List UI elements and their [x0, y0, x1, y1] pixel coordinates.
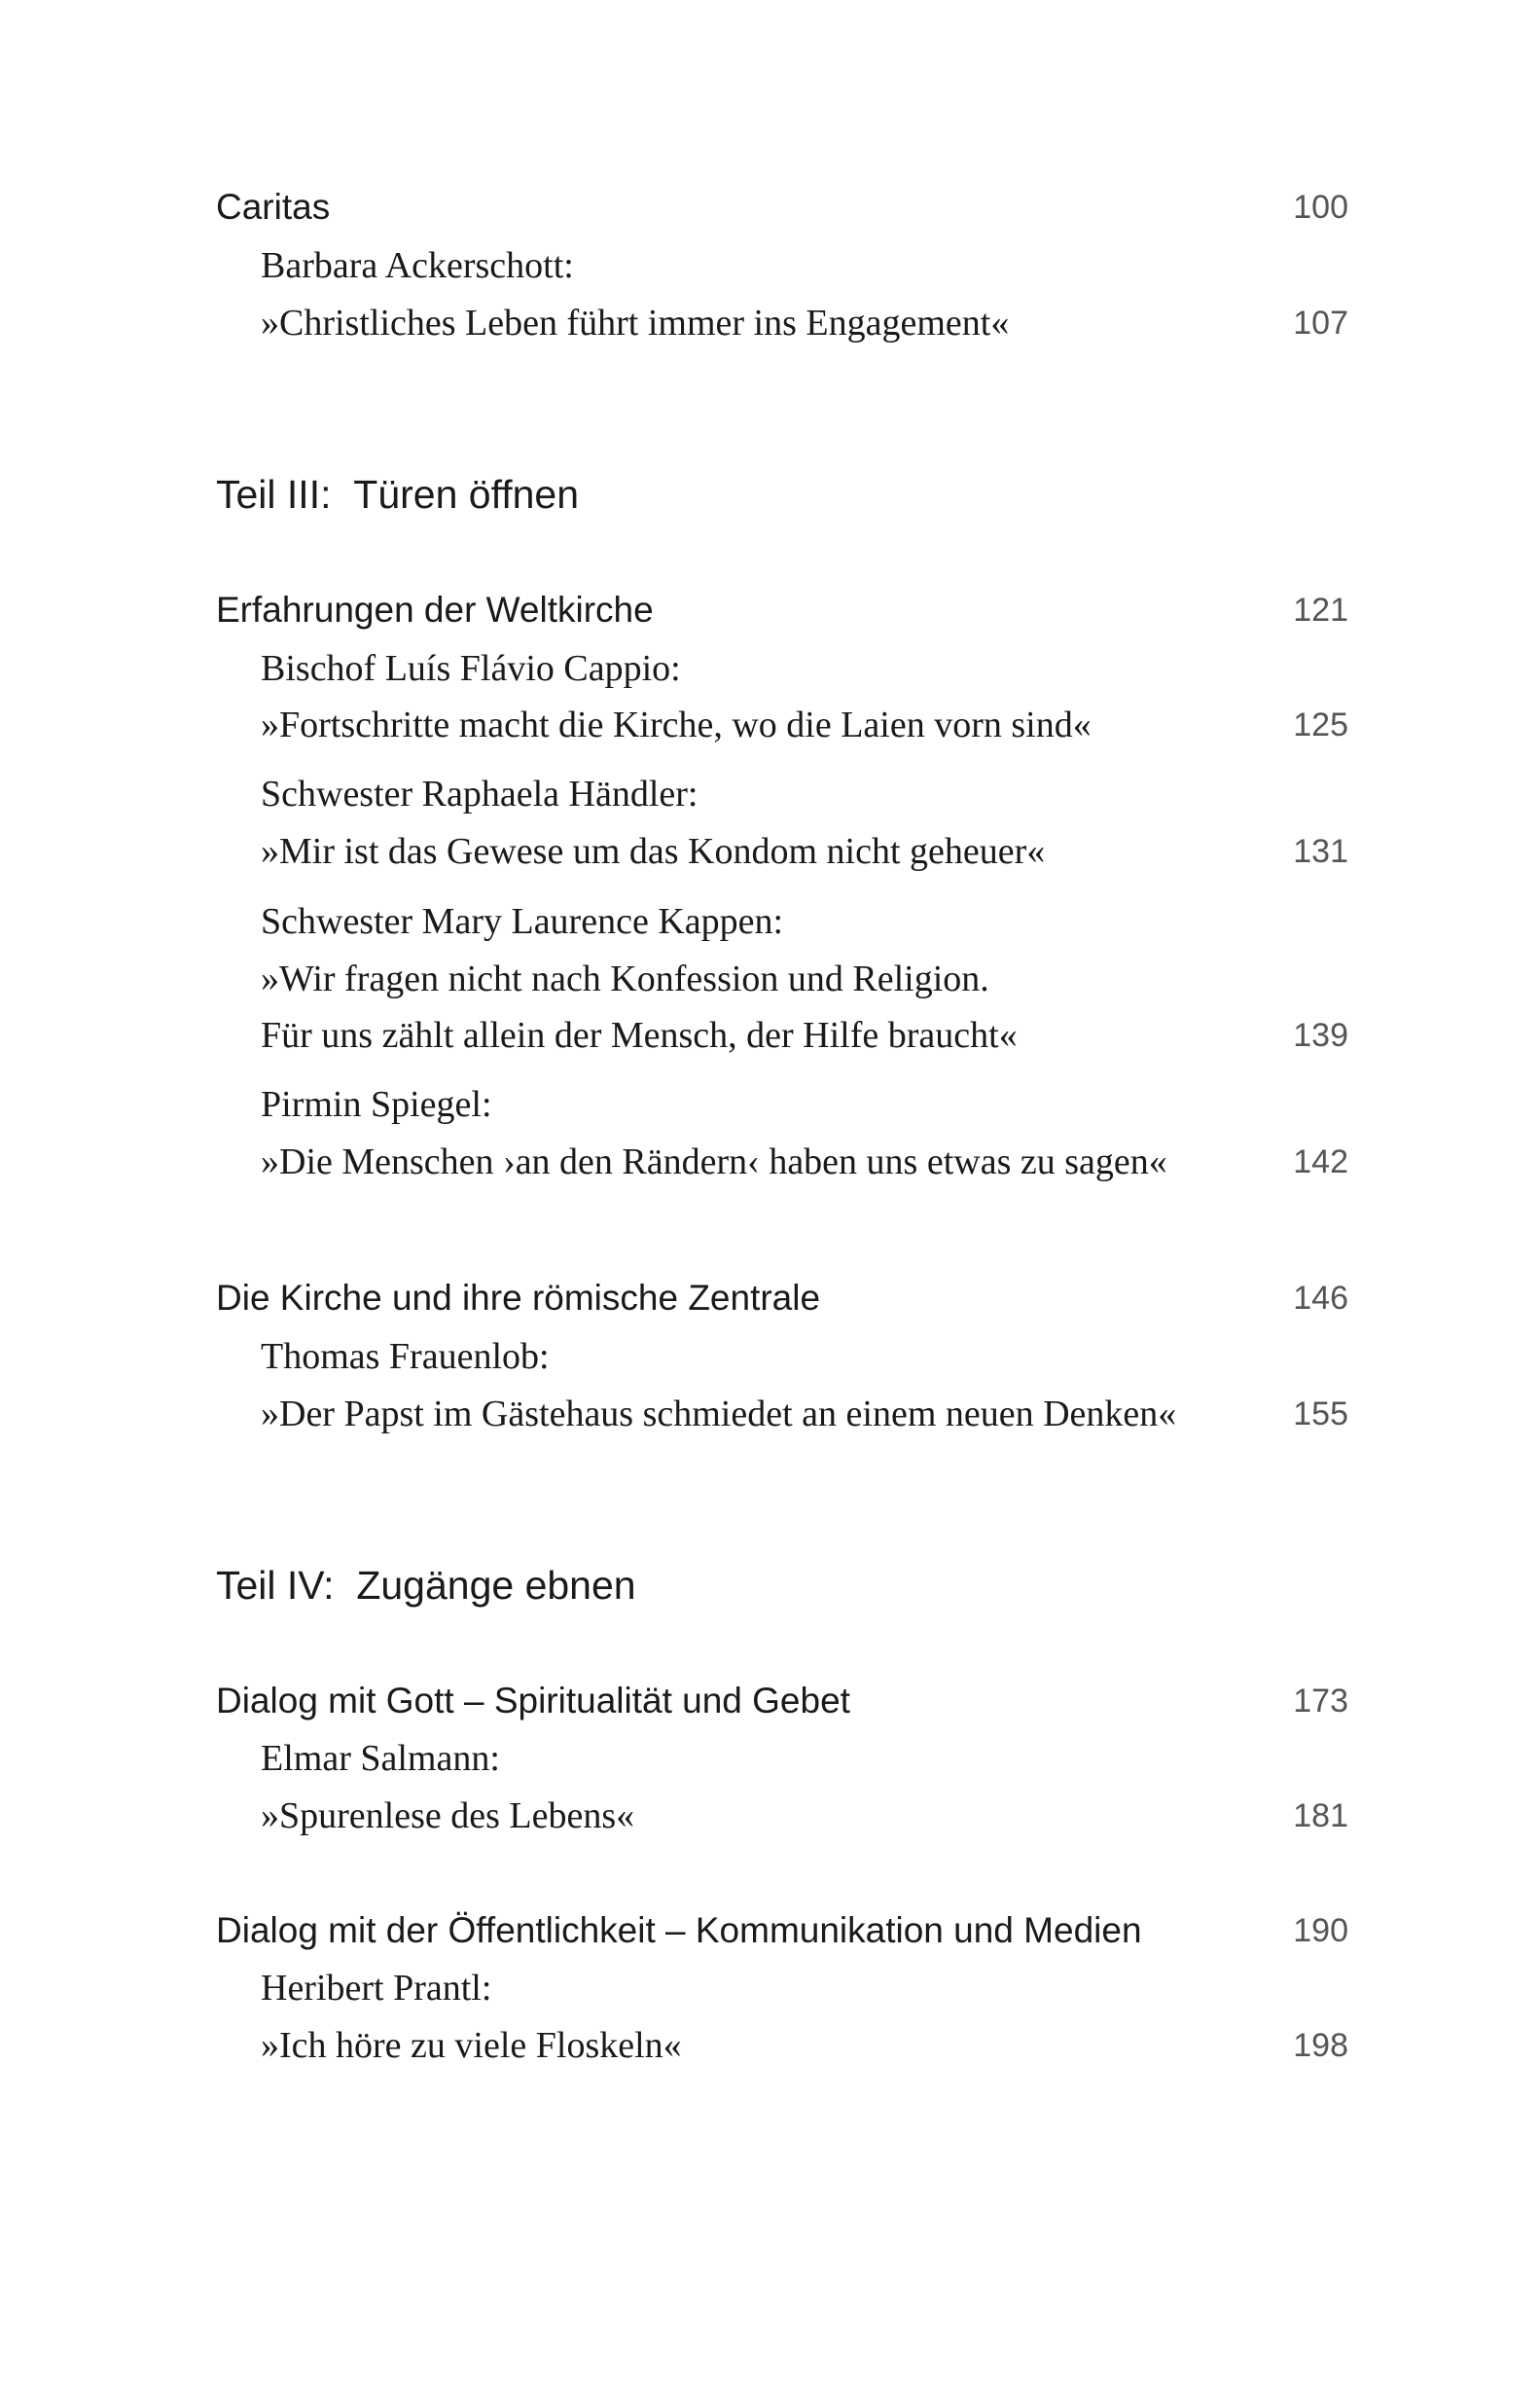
entry-quote: »Christliches Leben führt immer ins Engagement«	[261, 303, 1010, 344]
toc-entry-author	[0, 1729, 1540, 1788]
entry-quote: »Wir fragen nicht nach Konfession und Religion.	[261, 959, 989, 999]
page-number: 107	[1293, 305, 1348, 342]
entry-quote: »Spurenlese des Lebens«	[261, 1795, 635, 1836]
entry-author: Heribert Prantl:	[261, 1968, 492, 2009]
toc-entry-line	[0, 950, 1540, 1008]
part-title	[216, 1556, 636, 1614]
page-number: 198	[1293, 2027, 1348, 2064]
page-number: 155	[1293, 1395, 1348, 1432]
page-number: 142	[1293, 1143, 1348, 1180]
page-number: 100	[1293, 189, 1348, 226]
toc-section-gott[interactable]	[0, 1672, 1540, 1730]
section-title: Dialog mit Gott – Spiritualität und Gebet	[216, 1681, 850, 1720]
page-number: 125	[1293, 706, 1348, 743]
entry-quote: »Die Menschen ›an den Rändern‹ haben uns etwas zu sagen«	[261, 1141, 1167, 1182]
toc-section-oeffentlichkeit[interactable]	[0, 1901, 1540, 1960]
toc-section-weltkirche[interactable]	[0, 581, 1540, 639]
toc-section-zentrale[interactable]	[0, 1269, 1540, 1327]
part-heading-3	[0, 465, 1540, 524]
part-label: Teil IV:	[216, 1563, 335, 1608]
page-number: 181	[1293, 1797, 1348, 1834]
page-number: 146	[1293, 1280, 1348, 1317]
part-name: Türen öffnen	[353, 472, 580, 517]
page-number: 173	[1293, 1683, 1348, 1720]
part-name: Zugänge ebnen	[356, 1563, 636, 1608]
page-number: 131	[1293, 833, 1348, 870]
toc-entry-author	[0, 765, 1540, 823]
toc-entry[interactable]	[0, 1006, 1540, 1065]
page-number: 121	[1293, 592, 1348, 629]
toc-entry[interactable]	[0, 1385, 1540, 1443]
entry-quote: »Ich höre zu viele Floskeln«	[261, 2025, 682, 2066]
entry-author: Elmar Salmann:	[261, 1738, 500, 1779]
part-title	[216, 465, 579, 524]
page-number: 190	[1293, 1912, 1348, 1949]
entry-author: Schwester Raphaela Händler:	[261, 774, 698, 815]
toc-entry[interactable]	[0, 294, 1540, 352]
section-title: Die Kirche und ihre römische Zentrale	[216, 1278, 821, 1318]
toc-entry[interactable]	[0, 2016, 1540, 2075]
entry-quote: »Fortschritte macht die Kirche, wo die Laien vorn sind«	[261, 705, 1092, 745]
page-number: 139	[1293, 1017, 1348, 1054]
entry-author: Pirmin Spiegel:	[261, 1084, 492, 1125]
toc-entry-author	[0, 892, 1540, 951]
entry-author: Bischof Luís Flávio Cappio:	[261, 648, 681, 689]
toc-entry-author	[0, 1327, 1540, 1386]
part-heading-4	[0, 1556, 1540, 1614]
section-title: Dialog mit der Öffentlichkeit – Kommunikation und Medien	[216, 1910, 1142, 1950]
toc-entry[interactable]	[0, 1133, 1540, 1191]
entry-author: Barbara Ackerschott:	[261, 245, 574, 286]
entry-quote: »Der Papst im Gästehaus schmiedet an einem neuen Denken«	[261, 1394, 1177, 1434]
toc-entry-author	[0, 1075, 1540, 1134]
toc-entry[interactable]	[0, 696, 1540, 754]
section-title: Caritas	[216, 187, 331, 227]
entry-author: Schwester Mary Laurence Kappen:	[261, 901, 784, 942]
entry-quote: »Mir ist das Gewese um das Kondom nicht geheuer«	[261, 831, 1046, 872]
toc-entry-author	[0, 639, 1540, 698]
entry-author: Thomas Frauenlob:	[261, 1336, 550, 1377]
toc-entry[interactable]	[0, 1787, 1540, 1845]
entry-quote-continued: Für uns zählt allein der Mensch, der Hilfe braucht«	[261, 1015, 1018, 1056]
toc-entry[interactable]	[0, 822, 1540, 881]
toc-section-caritas[interactable]	[0, 178, 1540, 236]
section-title: Erfahrungen der Weltkirche	[216, 590, 654, 630]
toc-entry-author	[0, 1959, 1540, 2017]
toc-entry-author	[0, 236, 1540, 295]
part-label: Teil III:	[216, 472, 332, 517]
